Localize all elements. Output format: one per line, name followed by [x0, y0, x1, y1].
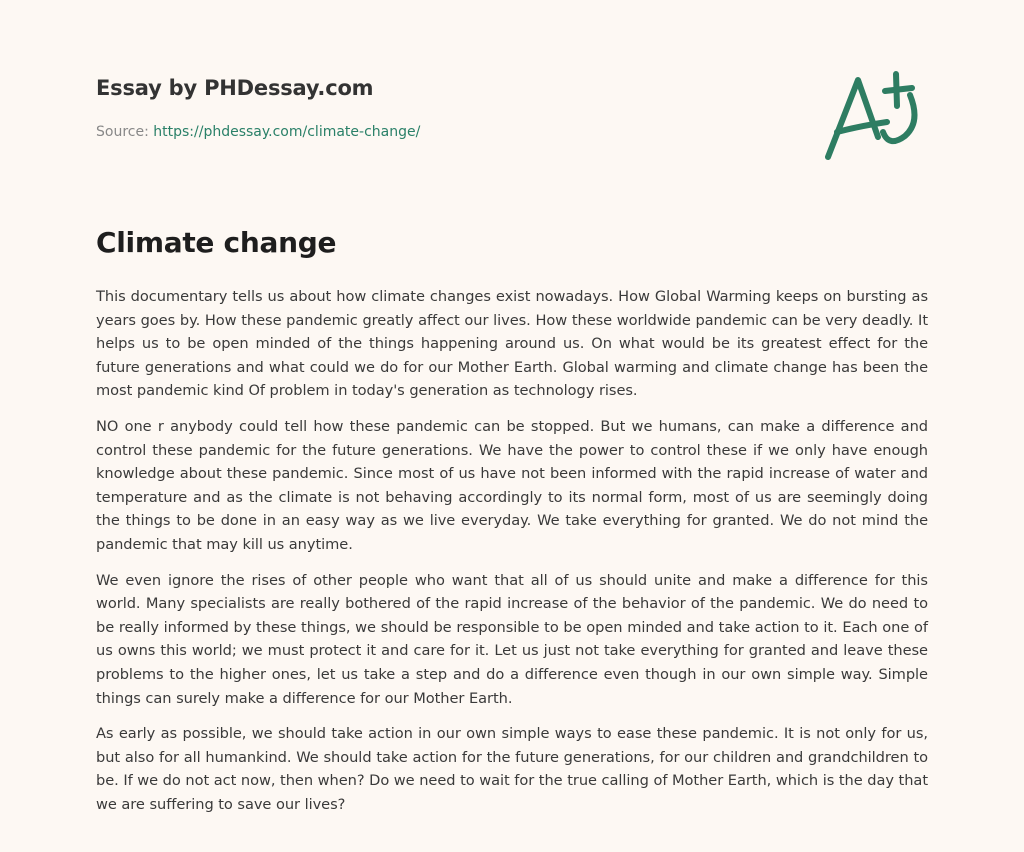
- source-link[interactable]: https://phdessay.com/climate-change/: [153, 124, 421, 140]
- essay-paragraph: As early as possible, we should take action in our own simple ways to ease these pandemic. It is not only for us, but also for all humankind. We should take action for the future generations, for our children and grandchildren to be. If we do not act now, then when? Do we need to wait for the true calling of Mother Earth, which is the day that we are suffering to save our lives?: [96, 725, 928, 813]
- site-brand: Essay by PHDessay.com: [96, 76, 374, 100]
- source-label: Source:: [96, 124, 149, 140]
- essay-paragraph: NO one r anybody could tell how these pandemic can be stopped. But we humans, can make a difference and control these pandemic for the future generations. We have the power to control these if we only have enough knowledge about these pandemic. Since most of us have not been informed with the rapid increase of water and temperature and as the climate is not behaving accordingly to its normal form, most of us are seemingly doing the things to be done in an easy way as we live everyday. We take everything for granted. We do not mind the pandemic that may kill us anytime.: [96, 417, 928, 553]
- essay-paragraph: This documentary tells us about how climate changes exist nowadays. How Global Warming keeps on bursting as years goes by. How these pandemic greatly affect our lives. How these worldwide pandemic can be very deadly. It helps us to be open minded of the things happening around us. On what would be its greatest effect for the future generations and what could we do for our Mother Earth. Global warming and climate change has been the most pandemic kind Of problem in today's generation as technology rises.: [96, 288, 928, 400]
- essay-title: Climate change: [96, 226, 337, 259]
- essay-paragraph: We even ignore the rises of other people who want that all of us should unite and make a difference for this world. Many specialists are really bothered of the rapid increase of the behavior of the pandemic. We do need to be really informed by these things, we should be responsible to be open minded and take action to it. Each one of us owns this world; we must protect it and care for it. Let us just not take everything for granted and leave these problems to the higher ones, let us take a step and do a difference even though in our own simple way. Simple things can surely make a difference for our Mother Earth.: [96, 571, 928, 707]
- source-line: [96, 124, 420, 140]
- essay-body: [96, 285, 928, 828]
- a-plus-logo-icon: [815, 62, 935, 172]
